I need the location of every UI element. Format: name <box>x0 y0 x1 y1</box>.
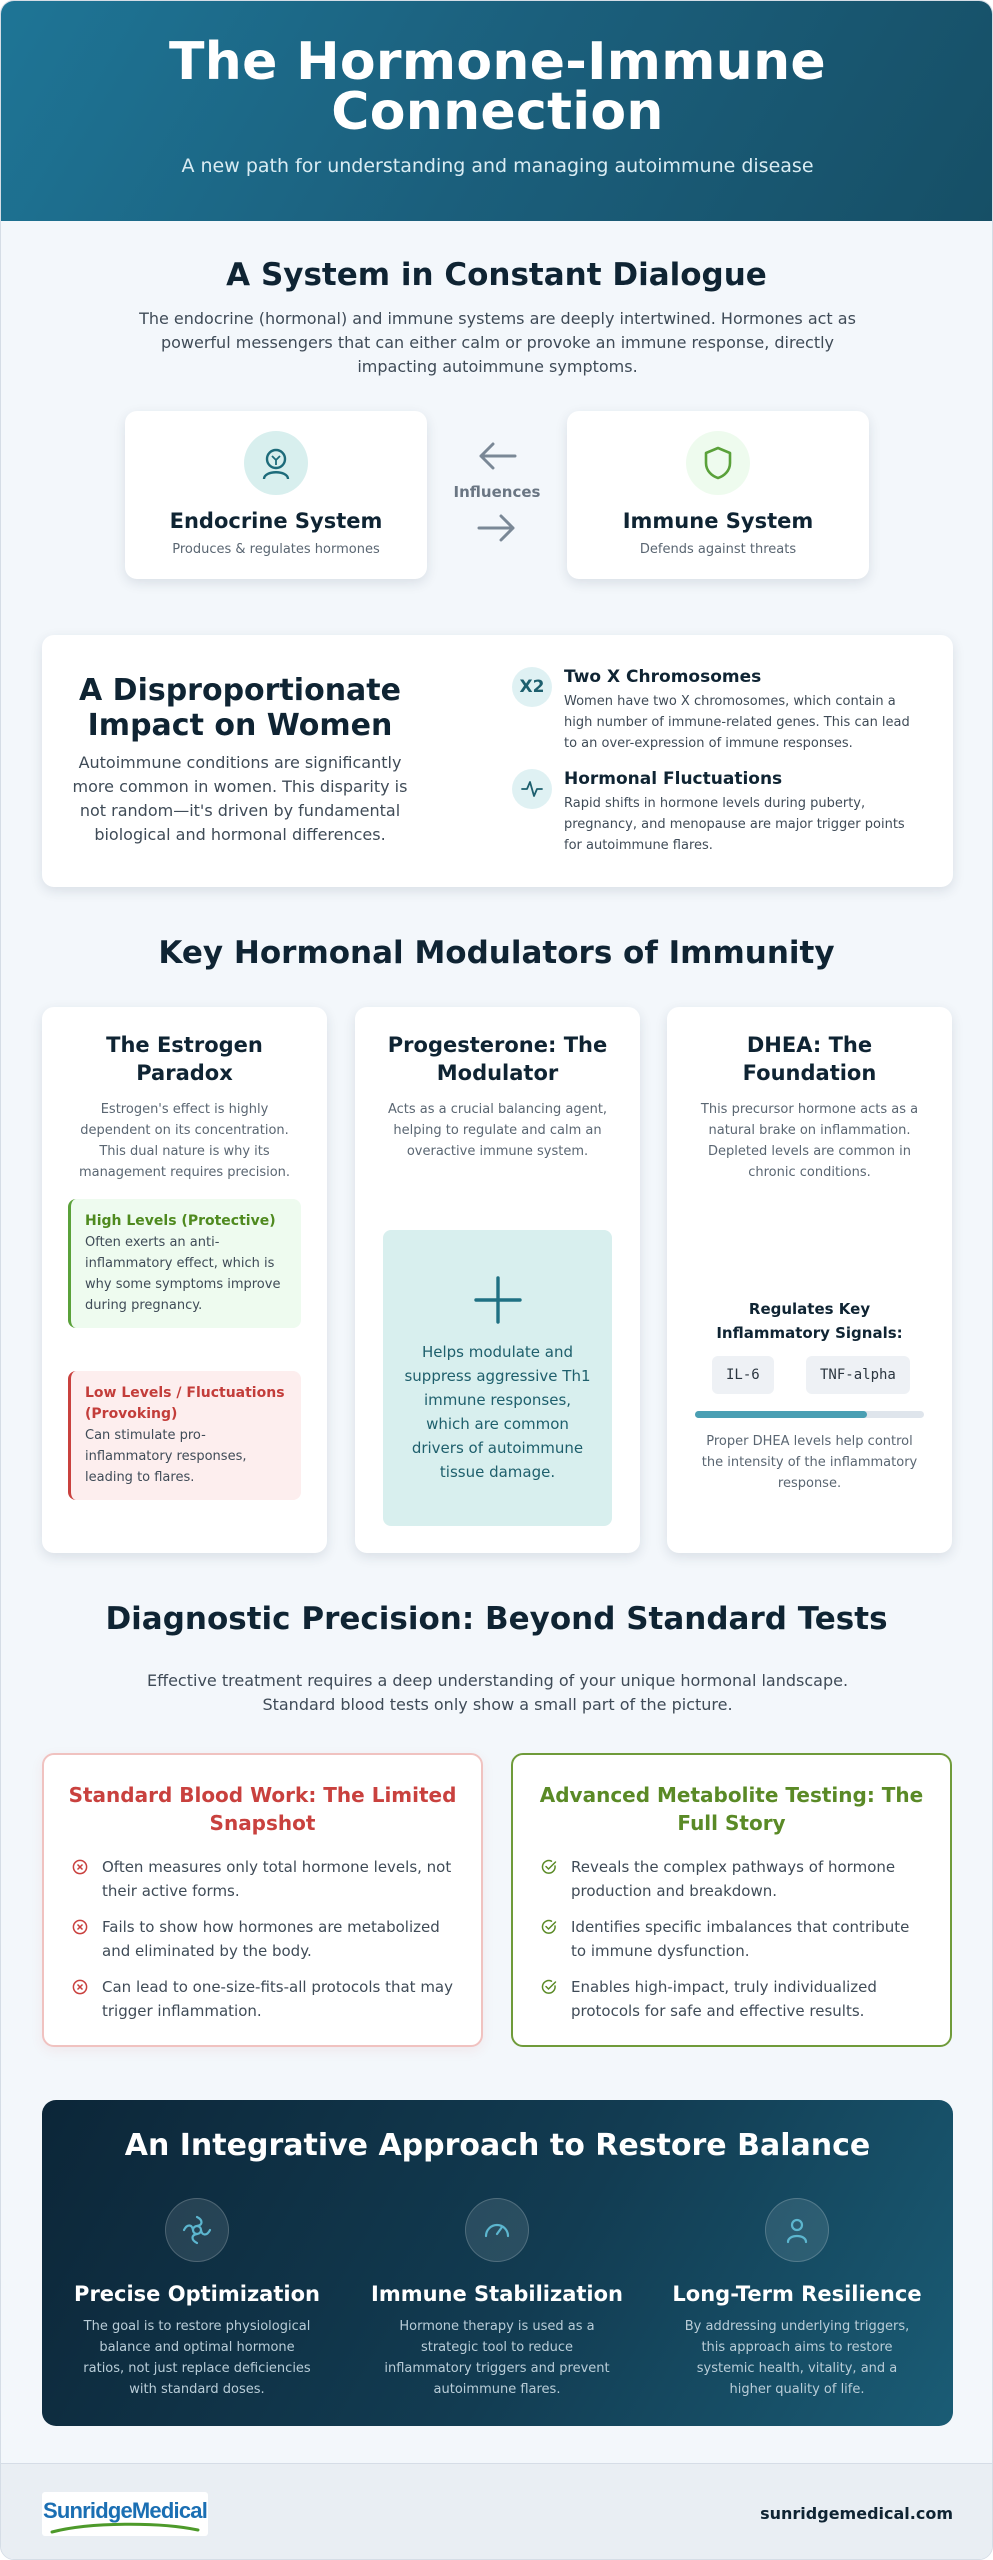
gauge-icon <box>465 2198 529 2262</box>
estrogen-title: The Estrogen Paradox <box>106 1033 263 1085</box>
standard-item-text: Can lead to one-size-fits-all protocols that may trigger inflammation. <box>102 1978 453 2020</box>
diagnostics-heading: Diagnostic Precision: Beyond Standard Tests <box>105 1601 888 1637</box>
shield-icon <box>686 431 750 495</box>
women-impact-card <box>42 635 953 887</box>
integrative-heading: An Integrative Approach to Restore Balance <box>124 2128 871 2163</box>
plus-icon <box>474 1276 522 1324</box>
standard-bloodwork-card <box>42 1753 483 2047</box>
dhea-desc: This precursor hormone acts as a natural brake on inflammation. Depleted levels are common in chronic conditions. <box>700 1102 919 1180</box>
integrative-col-title: Precise Optimization <box>74 2282 320 2306</box>
women-item-title: Two X Chromosomes <box>564 667 762 687</box>
dhea-level-bar <box>695 1411 924 1418</box>
women-heading: A Disproportionate Impact on Women <box>79 673 401 743</box>
progesterone-card <box>355 1007 640 1553</box>
progesterone-box-text: Helps modulate and suppress aggressive Th1 immune responses, which are common drivers of autoimmune tissue damage. <box>404 1343 591 1481</box>
high-level-text: Often exerts an anti-inflammatory effect, which is why some symptoms improve during pregnancy. <box>85 1235 281 1313</box>
dialogue-body: The endocrine (hormonal) and immune systems are deeply intertwined. Hormones act as powerful messengers that can either calm or provoke an immune response, directly impacting autoimmune symptoms. <box>139 309 856 376</box>
advanced-item <box>541 1915 926 1963</box>
person-icon <box>765 2198 829 2262</box>
standard-item <box>72 1915 457 1963</box>
advanced-item <box>541 1975 926 2023</box>
low-level-label: Low Levels / Fluctuations (Provoking) <box>85 1385 285 1422</box>
endocrine-subtitle: Produces & regulates hormones <box>172 542 380 557</box>
check-circle-icon <box>541 1919 557 1935</box>
standard-item <box>72 1975 457 2023</box>
advanced-item-text: Enables high-impact, truly individualized protocols for safe and effective results. <box>571 1978 877 2020</box>
advanced-item-text: Identifies specific imbalances that contribute to immune dysfunction. <box>571 1918 910 1960</box>
estrogen-card <box>42 1007 327 1553</box>
high-level-label: High Levels (Protective) <box>85 1213 276 1229</box>
dhea-level-bar-fill <box>695 1411 867 1418</box>
influence-label: Influences <box>453 483 541 501</box>
page-subtitle: A new path for understanding and managing autoimmune disease <box>181 155 814 177</box>
integrative-col-stabilization <box>362 2198 632 2400</box>
check-circle-icon <box>541 1979 557 1995</box>
integrative-col-resilience <box>662 2198 932 2400</box>
arrow-left-icon <box>475 441 519 471</box>
dhea-footnote: Proper DHEA levels help control the intensity of the inflammatory response. <box>701 1434 918 1491</box>
logo-swoosh-icon <box>50 2522 200 2534</box>
immune-card <box>567 411 869 579</box>
women-body: Autoimmune conditions are significantly more common in women. This disparity is not random—it's driven by fundamental biological and hormonal differences. <box>72 753 408 844</box>
standard-item <box>72 1855 457 1903</box>
progesterone-title: Progesterone: The Modulator <box>387 1033 608 1085</box>
endocrine-title: Endocrine System <box>169 509 383 533</box>
x2-badge: X2 <box>512 667 552 707</box>
check-circle-icon <box>541 1859 557 1875</box>
estrogen-low-box <box>68 1371 301 1500</box>
advanced-testing-card <box>511 1753 952 2047</box>
advanced-item-text: Reveals the complex pathways of hormone production and breakdown. <box>571 1858 896 1900</box>
website-link[interactable]: sunridgemedical.com <box>760 2504 953 2523</box>
page-title: The Hormone-Immune Connection <box>169 32 826 142</box>
standard-title: Standard Blood Work: The Limited Snapshot <box>68 1783 457 1835</box>
x-circle-icon <box>72 1979 88 1995</box>
signals-title: Regulates Key Inflammatory Signals: <box>716 1300 903 1342</box>
estrogen-desc: Estrogen's effect is highly dependent on its concentration. This dual nature is why its management requires precision. <box>78 1102 291 1180</box>
standard-item-text: Fails to show how hormones are metabolized and eliminated by the body. <box>102 1918 440 1960</box>
modulators-heading: Key Hormonal Modulators of Immunity <box>158 935 835 971</box>
progesterone-highlight-box <box>383 1230 612 1526</box>
dhea-title: DHEA: The Foundation <box>742 1033 877 1085</box>
immune-subtitle: Defends against threats <box>639 542 797 557</box>
immune-title: Immune System <box>622 509 814 533</box>
dialogue-heading: A System in Constant Dialogue <box>226 257 767 293</box>
integrative-col-text: By addressing underlying triggers, this approach aims to restore systemic health, vitality, and a higher quality of life. <box>684 2319 910 2397</box>
integrative-band <box>42 2100 953 2426</box>
endocrine-card <box>125 411 427 579</box>
balance-icon <box>165 2198 229 2262</box>
arrow-right-icon <box>475 513 519 543</box>
footer <box>1 2463 993 2560</box>
integrative-col-text: Hormone therapy is used as a strategic tool to reduce inflammatory triggers and prevent autoimmune flares. <box>384 2319 610 2397</box>
women-item-text: Rapid shifts in hormone levels during puberty, pregnancy, and menopause are major trigger points for autoimmune flares. <box>564 796 905 853</box>
brand-logo[interactable] <box>42 2492 208 2536</box>
advanced-item <box>541 1855 926 1903</box>
progesterone-desc: Acts as a crucial balancing agent, helping to regulate and calm an overactive immune system. <box>387 1102 608 1159</box>
hero-header <box>1 1 993 221</box>
dhea-card <box>667 1007 952 1553</box>
estrogen-high-box <box>68 1199 301 1328</box>
women-item-text: Women have two X chromosomes, which contain a high number of immune-related genes. This can lead to an over-expression of immune responses. <box>564 694 910 751</box>
chip-tnf-alpha: TNF-alpha <box>806 1356 910 1394</box>
diagnostics-body: Effective treatment requires a deep understanding of your unique hormonal landscape. Standard blood tests only show a small part of the picture. <box>146 1671 849 1714</box>
x-circle-icon <box>72 1859 88 1875</box>
head-brain-icon <box>244 431 308 495</box>
pulse-icon <box>512 769 552 809</box>
integrative-col-optimization <box>62 2198 332 2400</box>
advanced-title: Advanced Metabolite Testing: The Full Story <box>539 1783 924 1835</box>
low-level-text: Can stimulate pro-inflammatory responses, leading to flares. <box>85 1428 247 1485</box>
logo-text: SunridgeMedical <box>42 2498 208 2523</box>
women-item-title: Hormonal Fluctuations <box>564 769 783 789</box>
standard-item-text: Often measures only total hormone levels, not their active forms. <box>102 1858 452 1900</box>
influence-connector <box>431 433 563 553</box>
integrative-col-title: Long-Term Resilience <box>672 2282 922 2306</box>
chip-il6: IL-6 <box>712 1356 774 1394</box>
integrative-col-title: Immune Stabilization <box>371 2282 623 2306</box>
x-circle-icon <box>72 1919 88 1935</box>
integrative-col-text: The goal is to restore physiological balance and optimal hormone ratios, not just replace deficiencies with standard doses. <box>83 2319 311 2397</box>
